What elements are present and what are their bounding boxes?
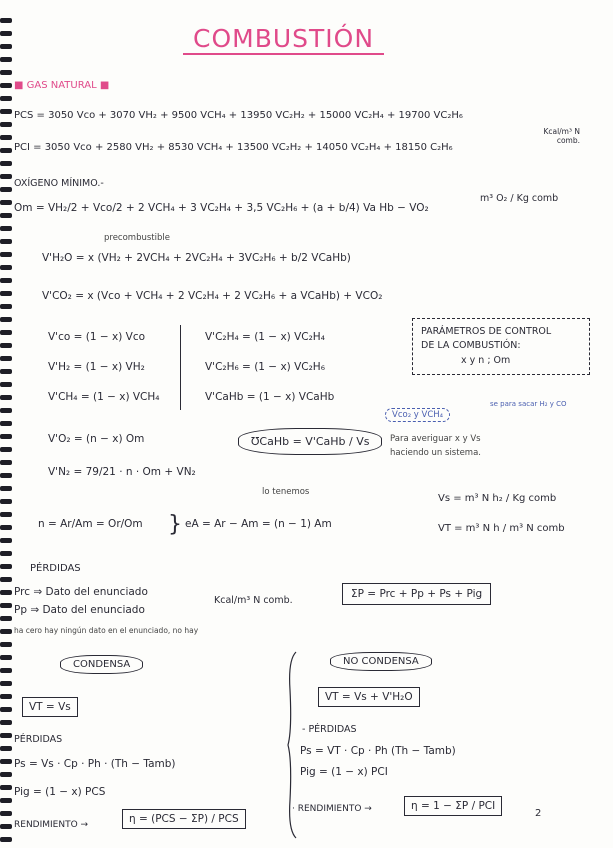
spiral-ring: [0, 252, 12, 257]
spiral-ring: [0, 564, 12, 569]
blue-note-1: Vco₂ y VCH₄: [385, 408, 450, 422]
prc-line: Prc ⇒ Dato del enunciado: [14, 586, 148, 598]
om-units: m³ O₂ / Kg comb: [480, 193, 559, 204]
bullet-icon: ■: [14, 80, 24, 91]
spiral-ring: [0, 96, 12, 101]
exceso-equation: eA = Ar − Am = (n − 1) Am: [185, 518, 332, 530]
perdidas-heading: PÉRDIDAS: [30, 563, 81, 574]
eta-right-box: η = 1 − ΣP / PCI: [404, 796, 502, 816]
spiral-ring: [0, 31, 12, 36]
eq-vco: V'co = (1 − x) Vco: [48, 331, 146, 343]
spiral-ring: [0, 551, 12, 556]
eta-left-box: η = (PCS − ΣP) / PCS: [122, 809, 246, 829]
perdidas-right: - PÉRDIDAS: [302, 724, 357, 735]
spiral-ring: [0, 174, 12, 179]
om-equation: Om = VH₂/2 + Vco/2 + 2 VCH₄ + 3 VC₂H₄ + 3,5 VC₂H₆ + (a + b/4) Va Hb − VO₂: [14, 202, 429, 214]
vn2-equation: V'N₂ = 79/21 · n · Om + VN₂: [48, 466, 196, 478]
eq-vch4: V'CH₄ = (1 − x) VCH₄: [48, 391, 160, 403]
cloud-formula: ℧CaHb = V'CaHb / Vs: [238, 428, 382, 455]
page-title: COMBUSTIÓN: [183, 22, 384, 55]
spiral-ring: [0, 330, 12, 335]
spiral-ring: [0, 668, 12, 673]
spiral-ring: [0, 200, 12, 205]
sistema-note-2: haciendo un sistema.: [390, 448, 481, 458]
ps-right: Ps = VT · Cp · Ph (Th − Tamb): [300, 745, 456, 757]
vt-vs-box: VT = Vs: [22, 697, 78, 717]
spiral-ring: [0, 681, 12, 686]
vt-definition: VT = m³ N h / m³ N comb: [438, 523, 565, 534]
vco2-equation: V'CO₂ = x (Vco + VCH₄ + 2 VC₂H₄ + 2 VC₂H₆ + a VCaHb) + VCO₂: [42, 290, 383, 302]
spiral-ring: [0, 694, 12, 699]
eq-vc2h6: V'C₂H₆ = (1 − x) VC₂H₆: [205, 361, 325, 373]
pig-right: Pig = (1 − x) PCI: [300, 766, 388, 778]
vs-definition: Vs = m³ N h₂ / Kg comb: [438, 493, 557, 504]
eq-vc2h4: V'C₂H₄ = (1 − x) VC₂H₄: [205, 331, 325, 343]
ps-left: Ps = Vs · Cp · Ph · (Th − Tamb): [14, 758, 176, 770]
notebook-spiral: [0, 0, 14, 848]
spiral-ring: [0, 109, 12, 114]
spiral-ring: [0, 759, 12, 764]
spiral-ring: [0, 746, 12, 751]
pcs-equation: PCS = 3050 Vco + 3070 VH₂ + 9500 VCH₄ + 13950 VC₂H₂ + 15000 VC₂H₄ + 19700 VC₂H₆: [14, 110, 463, 121]
spiral-ring: [0, 837, 12, 842]
cero-note: ha cero hay ningún dato en el enunciado, no hay: [14, 626, 199, 635]
spiral-ring: [0, 629, 12, 634]
spiral-ring: [0, 460, 12, 465]
spiral-ring: [0, 317, 12, 322]
spiral-ring: [0, 343, 12, 348]
spiral-ring: [0, 434, 12, 439]
spiral-ring: [0, 408, 12, 413]
spiral-ring: [0, 707, 12, 712]
oxigeno-heading: OXÍGENO MÍNIMO.-: [14, 178, 104, 189]
spiral-ring: [0, 486, 12, 491]
spiral-ring: [0, 70, 12, 75]
precombustible-note: precombustible: [104, 233, 170, 243]
spiral-ring: [0, 772, 12, 777]
spiral-ring: [0, 798, 12, 803]
no-condensa-cloud: NO CONDENSA: [330, 652, 432, 671]
divider: [180, 325, 181, 410]
rendimiento-right: · RENDIMIENTO →: [292, 804, 372, 814]
spiral-ring: [0, 291, 12, 296]
spiral-ring: [0, 395, 12, 400]
rendimiento-left: RENDIMIENTO →: [14, 820, 89, 830]
condensa-cloud: CONDENSA: [60, 655, 143, 674]
spiral-ring: [0, 44, 12, 49]
spiral-ring: [0, 447, 12, 452]
spiral-ring: [0, 538, 12, 543]
section-heading: ■ GAS NATURAL ■: [14, 80, 110, 91]
page-number: 2: [535, 808, 542, 819]
blue-note-2: se para sacar H₂ y CO: [490, 400, 567, 408]
lo-tenemos-note: lo tenemos: [262, 487, 310, 497]
params-box: PARÁMETROS DE CONTROL DE LA COMBUSTIÓN: x y n ; Om: [412, 318, 590, 375]
vt-vs-h2o-box: VT = Vs + V'H₂O: [318, 687, 420, 707]
pci-equation: PCI = 3050 Vco + 2580 VH₂ + 8530 VCH₄ + 13500 VC₂H₂ + 14050 VC₂H₄ + 18150 C₂H₆: [14, 142, 453, 153]
spiral-ring: [0, 811, 12, 816]
perdidas-left: PÉRDIDAS: [14, 734, 63, 745]
spiral-ring: [0, 213, 12, 218]
pig-left: Pig = (1 − x) PCS: [14, 786, 106, 798]
spiral-ring: [0, 356, 12, 361]
pc-units: Kcal/m³ N comb.: [543, 127, 580, 145]
spiral-ring: [0, 304, 12, 309]
spiral-ring: [0, 135, 12, 140]
spiral-ring: [0, 382, 12, 387]
spiral-ring: [0, 603, 12, 608]
spiral-ring: [0, 18, 12, 23]
vo2-equation: V'O₂ = (n − x) Om: [48, 433, 145, 445]
spiral-ring: [0, 122, 12, 127]
spiral-ring: [0, 525, 12, 530]
spiral-ring: [0, 733, 12, 738]
spiral-ring: [0, 824, 12, 829]
spiral-ring: [0, 148, 12, 153]
spiral-ring: [0, 512, 12, 517]
sistema-note-1: Para averiguar x y Vs: [390, 434, 481, 444]
spiral-ring: [0, 265, 12, 270]
spiral-ring: [0, 239, 12, 244]
spiral-ring: [0, 278, 12, 283]
spiral-ring: [0, 226, 12, 231]
spiral-ring: [0, 161, 12, 166]
sum-p-box: ΣP = Prc + Pp + Ps + Pig: [342, 583, 491, 605]
vh2o-equation: V'H₂O = x (VH₂ + 2VCH₄ + 2VC₂H₄ + 3VC₂H₆ + b/2 VCaHb): [42, 252, 351, 264]
spiral-ring: [0, 421, 12, 426]
spiral-ring: [0, 473, 12, 478]
spiral-ring: [0, 642, 12, 647]
spiral-ring: [0, 616, 12, 621]
spiral-ring: [0, 590, 12, 595]
perd-units: Kcal/m³ N comb.: [214, 595, 293, 606]
spiral-ring: [0, 187, 12, 192]
spiral-ring: [0, 499, 12, 504]
eq-vcahb: V'CaHb = (1 − x) VCaHb: [205, 391, 335, 403]
spiral-ring: [0, 655, 12, 660]
spiral-ring: [0, 577, 12, 582]
spiral-ring: [0, 369, 12, 374]
spiral-ring: [0, 83, 12, 88]
brace-icon: }: [168, 512, 182, 537]
pp-line: Pp ⇒ Dato del enunciado: [14, 604, 145, 616]
spiral-ring: [0, 720, 12, 725]
n-equation: n = Ar/Am = Or/Om: [38, 518, 143, 530]
eq-vh2: V'H₂ = (1 − x) VH₂: [48, 361, 145, 373]
big-brace-icon: [286, 650, 300, 840]
spiral-ring: [0, 57, 12, 62]
spiral-ring: [0, 785, 12, 790]
